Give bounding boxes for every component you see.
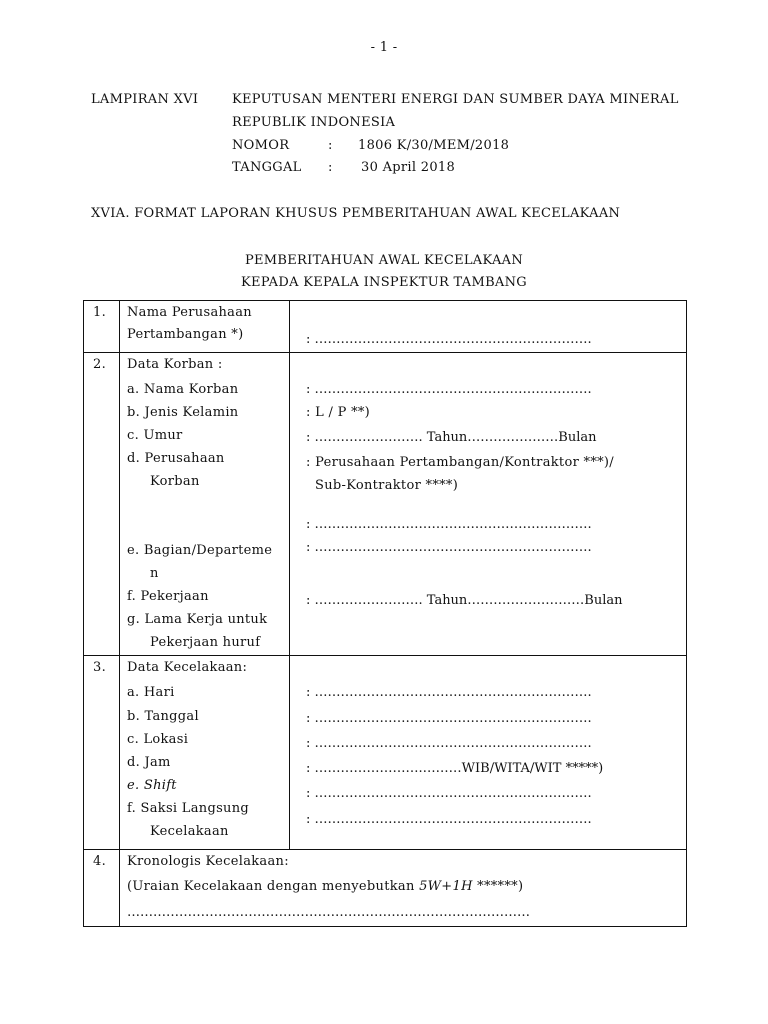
victim-work-tenure-label-line2: Pekerjaan huruf [150,635,261,650]
victim-job-field[interactable]: : ………………………………………………………. [306,540,592,555]
label-cell [120,656,290,850]
victim-name-field[interactable]: : ………………………………………………………. [306,382,592,397]
row-company [84,301,687,353]
victim-company-field-line1[interactable]: : Perusahaan Pertambangan/Kontraktor ***)/ [306,455,614,470]
accident-data-heading: Data Kecelakaan: [127,660,248,675]
company-name-label-line2: Pertambangan *) [127,327,244,342]
victim-department-label-line1: e. Bagian/Departeme [127,543,273,558]
accident-day-label: a. Hari [127,685,175,700]
accident-shift-field[interactable]: : ………………………………………………………. [306,786,592,801]
accident-location-label: c. Lokasi [127,732,189,747]
victim-company-label-line2: Korban [150,474,200,489]
tanggal-label: TANGGAL [232,160,302,175]
nomor-label: NOMOR [232,138,290,153]
chronology-field[interactable]: ………………………………………………………………………………… [127,905,530,920]
accident-time-field[interactable]: : …………………….………WIB/WITA/WIT *****) [306,761,604,776]
row-number: 4. [93,854,107,869]
row-number-cell [84,850,120,927]
row-number: 3. [93,660,107,675]
victim-data-heading: Data Korban : [127,357,223,372]
instruction-close: ) [517,879,524,894]
label-cell [120,353,290,656]
accident-day-field[interactable]: : ………………………………………………………. [306,685,592,700]
accident-witness-label-line2: Kecelakaan [150,824,229,839]
nomor-value: 1806 K/30/MEM/2018 [358,138,510,153]
victim-gender-field[interactable]: : L / P **) [306,405,371,420]
value-cell [290,301,687,353]
victim-work-tenure-label-line1: g. Lama Kerja untuk [127,612,268,627]
value-cell [290,353,687,656]
company-name-field[interactable]: : ………………………………………………………. [306,332,592,347]
victim-name-label: a. Nama Korban [127,382,239,397]
victim-work-tenure-field[interactable]: : ……………………. Tahun………………………Bulan [306,593,623,608]
company-name-label-line1: Nama Perusahaan [127,305,252,320]
accident-witness-field[interactable]: : ………………………………………………………. [306,812,592,827]
victim-gender-label: b. Jenis Kelamin [127,405,239,420]
row-chronology [84,850,687,927]
label-cell [120,301,290,353]
row-number: 1. [93,305,107,320]
accident-location-field[interactable]: : ………………………………………………………. [306,736,592,751]
chronology-heading: Kronologis Kecelakaan: [127,854,289,869]
chronology-cell [120,850,687,927]
chronology-instruction [127,878,523,896]
decree-title-line1: KEPUTUSAN MENTERI ENERGI DAN SUMBER DAYA MINERAL [232,92,679,107]
tanggal-value: 30 April 2018 [361,160,456,175]
row-accident [84,656,687,850]
instruction-5w1h: 5W+1H ****** [419,879,518,894]
accident-witness-label-line1: f. Saksi Langsung [127,801,250,816]
accident-date-field[interactable]: : ………………………………………………………. [306,711,592,726]
value-cell [290,656,687,850]
instruction-text: (Uraian Kecelakaan dengan menyebutkan [127,879,420,894]
victim-company-field-line2: Sub-Kontraktor ****) [315,478,459,493]
victim-department-label-line2: n [150,566,159,581]
section-title: XVIA. FORMAT LAPORAN KHUSUS PEMBERITAHUAN AWAL KECELAKAAN [91,206,621,221]
row-number-cell [84,656,120,850]
accident-time-label: d. Jam [127,755,171,770]
row-victim [84,353,687,656]
page-number: - 1 - [370,40,398,55]
victim-age-field[interactable]: : ……………………. Tahun…………………Bulan [306,430,597,445]
form-title-line2: KEPADA KEPALA INSPEKTUR TAMBANG [241,275,527,290]
accident-report-form [83,300,687,927]
form-title-line1: PEMBERITAHUAN AWAL KECELAKAAN [244,253,524,268]
victim-company-label-line1: d. Perusahaan [127,451,225,466]
accident-date-label: b. Tanggal [127,709,199,724]
row-number: 2. [93,357,107,372]
victim-age-label: c. Umur [127,428,183,443]
row-number-cell [84,301,120,353]
lampiran-label: LAMPIRAN XVI [91,92,199,107]
accident-shift-label: e. Shift [127,778,177,793]
victim-department-field[interactable]: : ………………………………………………………. [306,517,592,532]
nomor-separator: : [328,138,333,153]
decree-title-line2: REPUBLIK INDONESIA [232,115,396,130]
row-number-cell [84,353,120,656]
victim-job-label: f. Pekerjaan [127,589,209,604]
tanggal-separator: : [328,160,333,175]
